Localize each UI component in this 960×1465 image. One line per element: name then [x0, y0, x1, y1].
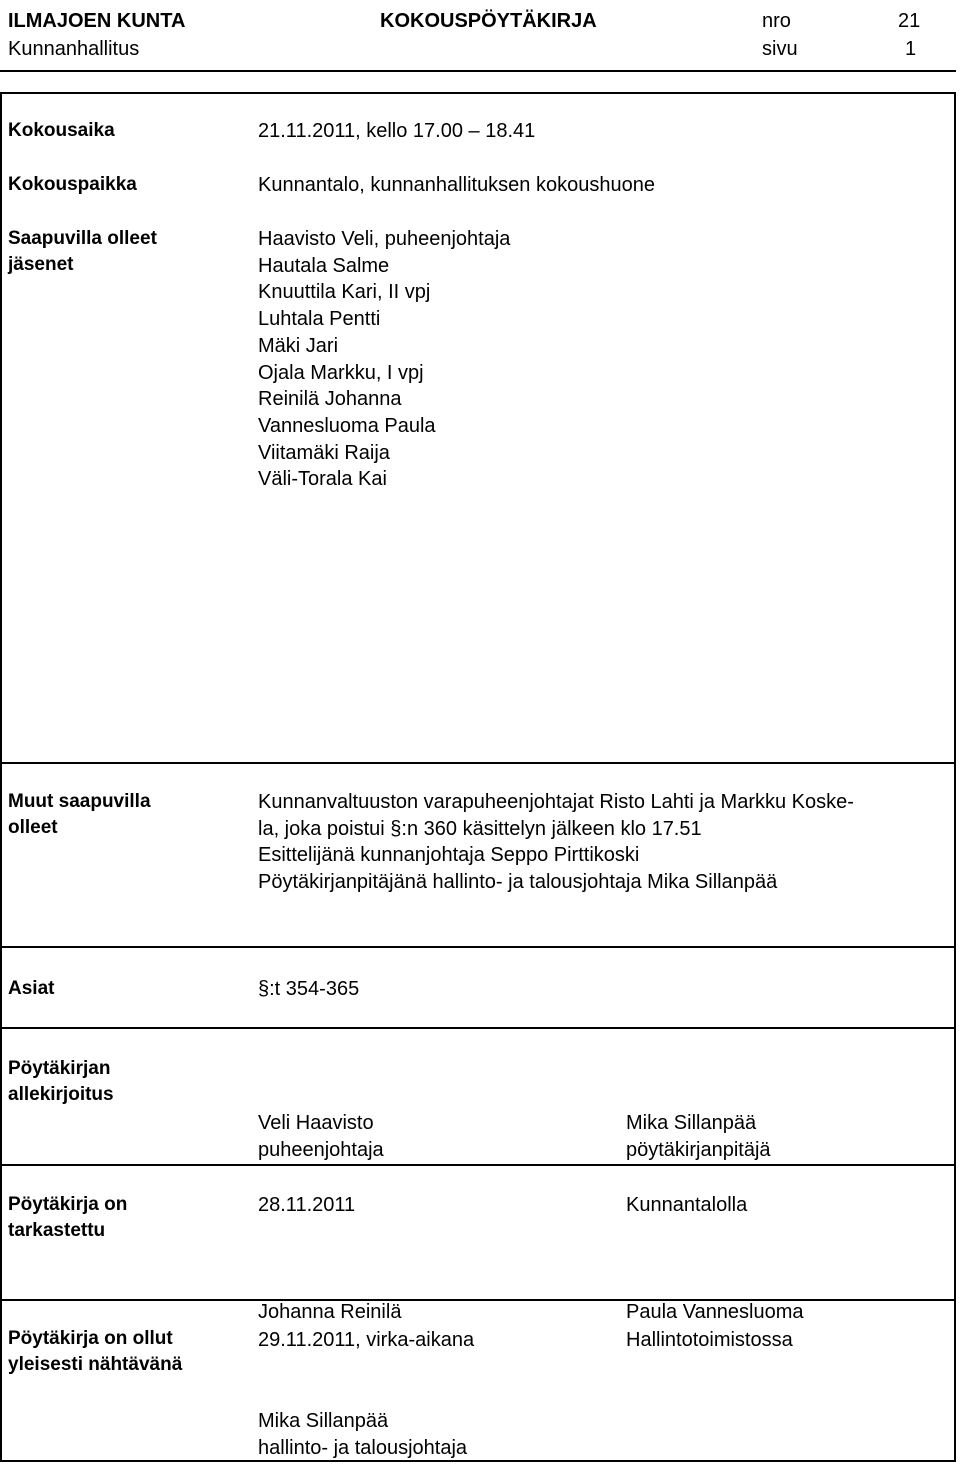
members-list: [258, 226, 510, 493]
meeting-time-value: 21.11.2011, kello 17.00 – 18.41: [258, 120, 536, 142]
others-line: Esittelijänä kunnanjohtaja Seppo Pirttikoski: [258, 844, 640, 867]
member-name: Luhtala Pentti: [258, 308, 381, 331]
others-line: Pöytäkirjanpitäjänä hallinto- ja talousjohtaja Mika Sillanpää: [258, 871, 778, 894]
public-label-line2: yleisesti nähtävänä: [8, 1354, 183, 1375]
meeting-time-label: Kokousaika: [8, 120, 115, 141]
checked-place: Kunnantalolla: [626, 1194, 748, 1216]
document-type: KOKOUSPÖYTÄKIRJA: [380, 10, 597, 32]
member-name: Hautala Salme: [258, 254, 390, 277]
body-name: Kunnanhallitus: [8, 38, 140, 60]
secretary-role: pöytäkirjanpitäjä: [626, 1139, 771, 1161]
member-name: Väli-Torala Kai: [258, 468, 387, 491]
municipality-name: ILMAJOEN KUNTA: [8, 10, 186, 32]
others-list: [258, 789, 854, 896]
section-divider: [0, 946, 956, 948]
matters-value: §:t 354-365: [258, 978, 360, 1000]
public-place: Hallintotoimistossa: [626, 1329, 793, 1351]
checked-date: 28.11.2011: [258, 1194, 356, 1216]
member-name: Knuuttila Kari, II vpj: [258, 281, 431, 304]
others-line: la, joka poistui §:n 360 käsittelyn jälkeen klo 17.51: [258, 817, 702, 840]
checker-name: Paula Vannesluoma: [626, 1301, 804, 1323]
matters-label: Asiat: [8, 978, 55, 999]
certifier-role: hallinto- ja talousjohtaja: [258, 1437, 468, 1459]
signing-label-line2: allekirjoitus: [8, 1084, 114, 1105]
secretary-name: Mika Sillanpää: [626, 1112, 757, 1134]
header-divider: [0, 70, 956, 72]
nro-label: nro: [762, 10, 791, 32]
checked-label-line2: tarkastettu: [8, 1220, 106, 1241]
public-label: Pöytäkirja on ollut: [8, 1328, 173, 1349]
member-name: Mäki Jari: [258, 334, 339, 357]
section-divider: [0, 1299, 956, 1301]
member-name: Reinilä Johanna: [258, 388, 402, 411]
meeting-place-value: Kunnantalo, kunnanhallituksen kokoushuone: [258, 174, 655, 196]
chair-role: puheenjohtaja: [258, 1139, 384, 1161]
sivu-value: 1: [905, 38, 917, 60]
checker-name: Johanna Reinilä: [258, 1301, 402, 1323]
certifier-name: Mika Sillanpää: [258, 1410, 389, 1432]
section-divider: [0, 762, 956, 764]
others-line: Kunnanvaltuuston varapuheenjohtajat Risto Lahti ja Markku Koske-: [258, 791, 854, 813]
meeting-place-label: Kokouspaikka: [8, 174, 137, 195]
sivu-label: sivu: [762, 38, 798, 60]
chair-name: Veli Haavisto: [258, 1112, 374, 1134]
nro-value: 21: [898, 10, 921, 32]
member-name: Vannesluoma Paula: [258, 414, 436, 437]
signing-label: Pöytäkirjan: [8, 1058, 111, 1079]
section-divider: [0, 1164, 956, 1166]
member-name: Viitamäki Raija: [258, 441, 390, 464]
members-label: Saapuvilla olleet: [8, 228, 157, 249]
others-label-line2: olleet: [8, 817, 58, 838]
others-label: Muut saapuvilla: [8, 791, 151, 812]
public-date: 29.11.2011, virka-aikana: [258, 1329, 475, 1351]
member-name: Haavisto Veli, puheenjohtaja: [258, 228, 511, 250]
member-name: Ojala Markku, I vpj: [258, 361, 424, 384]
members-label-line2: jäsenet: [8, 254, 74, 275]
checked-label: Pöytäkirja on: [8, 1194, 128, 1215]
section-divider: [0, 1027, 956, 1029]
